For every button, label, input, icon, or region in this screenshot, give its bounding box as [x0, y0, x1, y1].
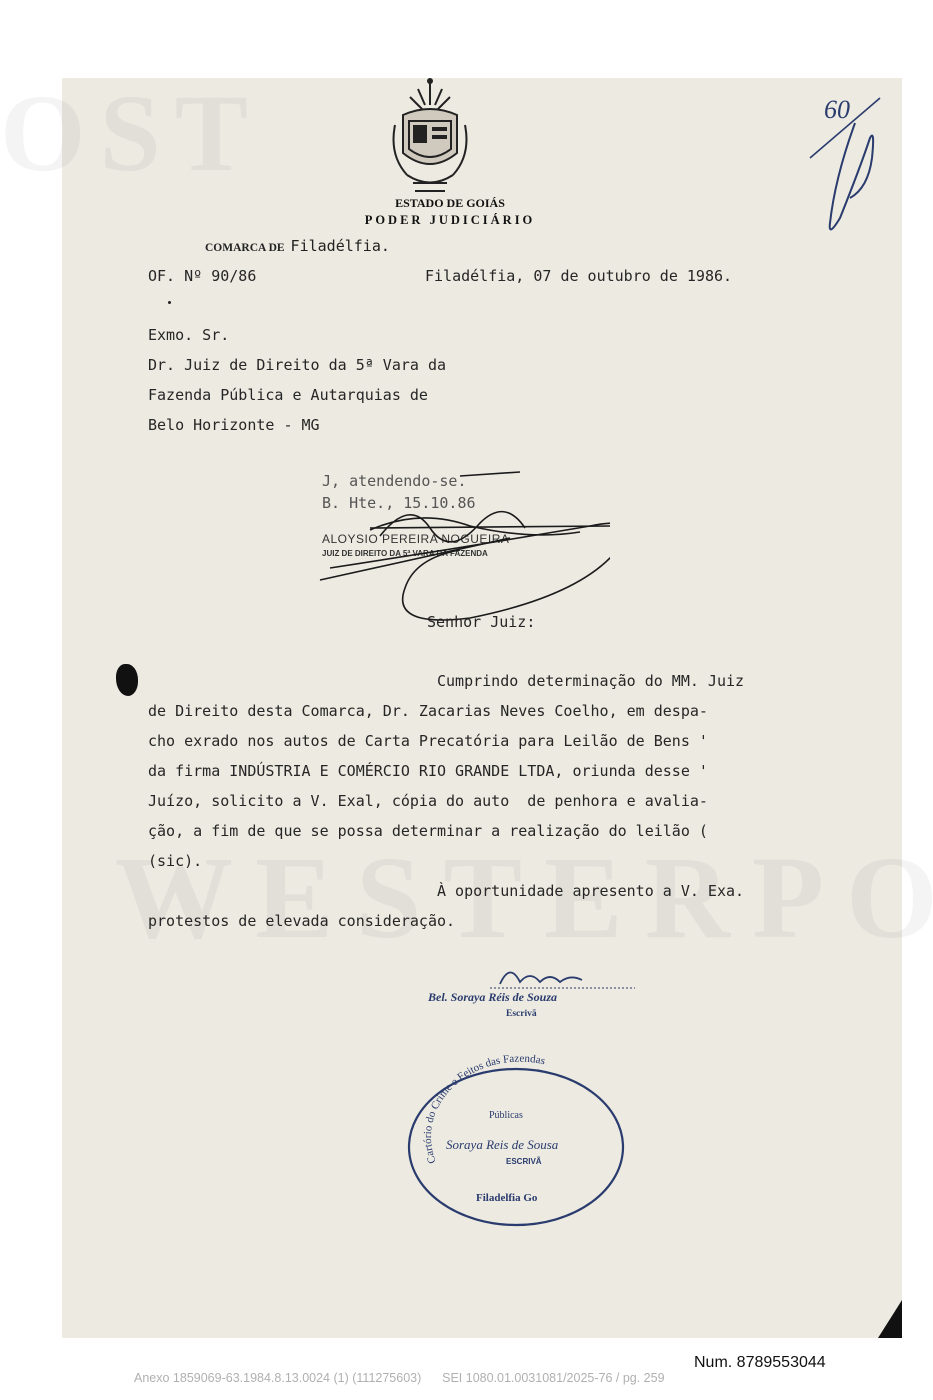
- scribe-name: Bel. Soraya Réis de Souza: [428, 990, 558, 1004]
- footer-line: [134, 1371, 894, 1385]
- judge-signature: [310, 468, 610, 628]
- scribe-role: Escrivã: [506, 1009, 537, 1019]
- footer-annex: Anexo 1859069-63.1984.8.13.0024 (1) (111275603): [134, 1371, 422, 1385]
- body-line: (sic).: [148, 852, 203, 870]
- footer-sei: SEI 1080.01.0031081/2025-76 / pg. 259: [442, 1371, 665, 1385]
- body-line: Juízo, solicito a V. Exal, cópia do auto de penhora e avalia-: [148, 792, 708, 810]
- address-line: Dr. Juiz de Direito da 5ª Vara da: [148, 356, 447, 374]
- stamp-role: ESCRIVÃ: [506, 1157, 542, 1166]
- stamp-arc-text: Cartório do Crime e Feitos das Fazendas: [421, 1052, 547, 1166]
- salutation: Senhor Juiz:: [427, 613, 536, 631]
- coat-of-arms-emblem: [385, 75, 475, 200]
- document-number: Num. 8789553044: [694, 1354, 826, 1371]
- ink-dot: [168, 301, 171, 304]
- closing-line: protestos de elevada consideração.: [148, 912, 456, 930]
- judge-title: JUIZ DE DIREITO DA 5ª VARA DA FAZENDA: [322, 549, 488, 558]
- comarca-line: [205, 237, 390, 255]
- stamp-middle-text: Públicas: [489, 1110, 523, 1121]
- punch-hole: [116, 664, 138, 696]
- bleed-through-mark: [0, 70, 262, 197]
- body-line: cho exrado nos autos de Carta Precatória para Leilão de Bens ': [148, 732, 708, 750]
- stamp-name: Soraya Reis de Sousa: [446, 1137, 559, 1152]
- date-line: Filadélfia, 07 de outubro de 1986.: [425, 267, 733, 285]
- scribe-signature: [420, 960, 635, 994]
- page-number-mark: [800, 88, 885, 253]
- address-line: Exmo. Sr.: [148, 326, 230, 344]
- page-corner-fold: [878, 1300, 902, 1338]
- body-line: ção, a fim de que se possa determinar a realização do leilão (: [148, 822, 708, 840]
- page-number: 60: [824, 95, 850, 124]
- stamp-city: Filadelfia Go: [476, 1192, 538, 1204]
- office-number: OF. Nº 90/86: [148, 267, 257, 285]
- comarca-value: Filadélfia.: [290, 237, 390, 255]
- dispatch-note-line: B. Hte., 15.10.86: [322, 494, 476, 512]
- state-name: ESTADO DE GOIÁS: [395, 196, 505, 210]
- comarca-label: COMARCA DE: [205, 242, 285, 254]
- dispatch-note-line: J, atendendo-se.: [322, 472, 467, 490]
- body-line: de Direito desta Comarca, Dr. Zacarias Neves Coelho, em despa-: [148, 702, 708, 720]
- body-line: Cumprindo determinação do MM. Juiz: [437, 672, 745, 690]
- address-line: Belo Horizonte - MG: [148, 416, 320, 434]
- address-line: Fazenda Pública e Autarquias de: [148, 386, 428, 404]
- judiciary-name: PODER JUDICIÁRIO: [364, 213, 536, 227]
- judge-name: ALOYSIO PEREIRA NOGUEIRA: [322, 532, 510, 546]
- closing-line: À oportunidade apresento a V. Exa.: [437, 882, 745, 900]
- body-line: da firma INDÚSTRIA E COMÉRCIO RIO GRANDE LTDA, oriunda desse ': [148, 762, 708, 780]
